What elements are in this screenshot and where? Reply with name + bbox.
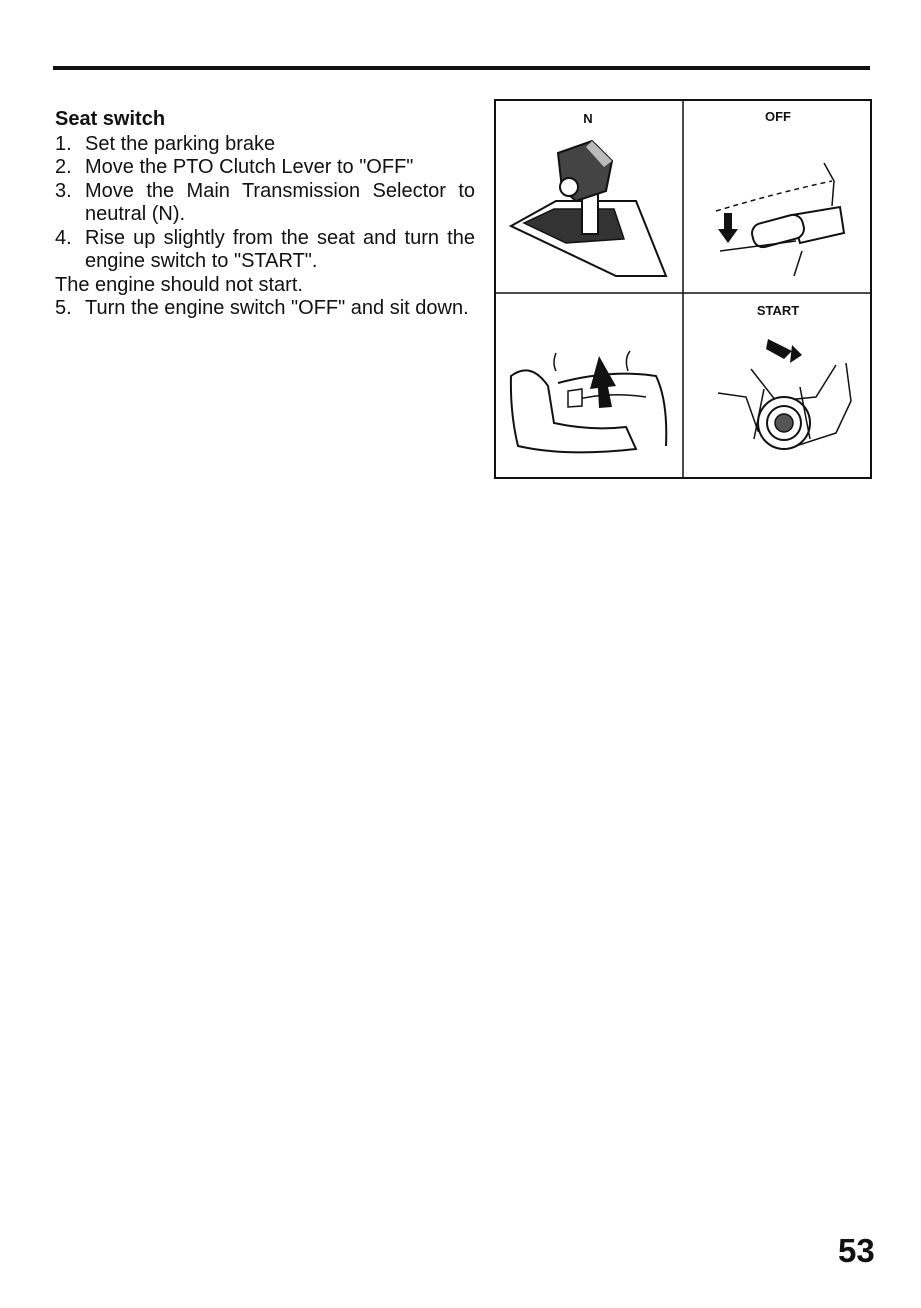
step-3 [55, 180, 475, 227]
step-number: 3. [55, 179, 72, 202]
step-text: Rise up slightly from the seat and turn the engine switch to "START". [85, 226, 475, 272]
pto-lever-illustration [716, 109, 844, 276]
top-rule [53, 66, 870, 70]
result-note: The engine should not start. [55, 273, 303, 296]
step-number: 1. [55, 132, 72, 155]
figure-label-start: START [756, 303, 800, 318]
step-2 [55, 156, 475, 180]
transmission-selector-illustration [511, 111, 666, 276]
step-1 [55, 133, 475, 157]
step-number: 5. [55, 297, 72, 319]
step-text: Move the Main Transmission Selector to neutral (N). [85, 179, 475, 225]
figure-grid [494, 99, 872, 479]
step-text: Set the parking brake [85, 132, 276, 155]
step-text: Turn the engine switch "OFF" and sit down. [85, 297, 469, 319]
step-4 [55, 227, 475, 274]
step-5 [55, 297, 475, 321]
step-number: 4. [55, 226, 72, 249]
section-title: Seat switch [55, 108, 166, 130]
figure-illustrations [496, 101, 870, 477]
ignition-switch-illustration [718, 303, 851, 449]
page-number: 53 [838, 1232, 875, 1269]
step-number: 2. [55, 156, 72, 178]
seat-illustration [511, 351, 666, 452]
figure-label-off: OFF [765, 109, 791, 124]
figure-label-n: N [583, 111, 593, 126]
step-text: Move the PTO Clutch Lever to "OFF" [85, 156, 414, 178]
instructions-column [55, 108, 475, 321]
